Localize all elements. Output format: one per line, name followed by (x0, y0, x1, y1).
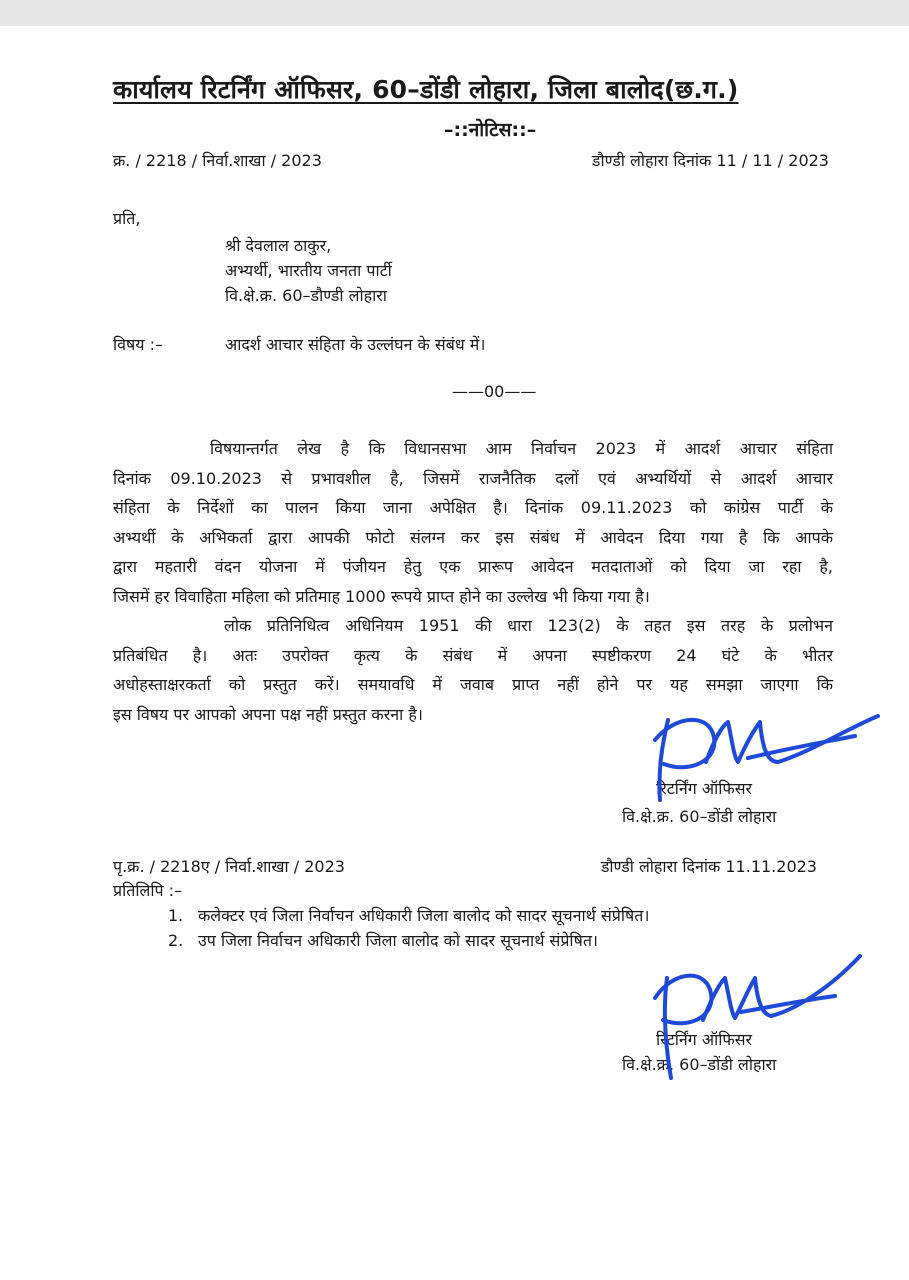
signature-ink (640, 700, 885, 810)
subject-label: विषय :– (113, 335, 164, 354)
place-date: डौण्डी लोहारा दिनांक 11 / 11 / 2023 (591, 151, 829, 170)
list-item (168, 904, 649, 926)
notice-title: –::नोटिस::– (444, 119, 537, 141)
list-item-number: 1. (168, 906, 184, 925)
body-line: लोक प्रतिनिधित्व अधिनियम 1951 की धारा 123(2) के तहत इस तरह के प्रलोभन (224, 616, 833, 635)
copy-label: प्रतिलिपि :– (113, 881, 183, 900)
officer-title: रिटर्निंग ऑफिसर (656, 779, 753, 798)
officer-constituency: वि.क्षे.क्र. 60–डोंडी लोहारा (622, 807, 777, 826)
separator: ——00—— (452, 382, 537, 401)
body-line: प्रतिबंधित है। अतः उपरोक्त कृत्य के संबंध में अपना स्पष्टीकरण 24 घंटे के भीतर (113, 646, 833, 665)
endorsement-ref: पृ.क्र. / 2218ए / निर्वा.शाखा / 2023 (113, 857, 345, 876)
list-item-text: उप जिला निर्वाचन अधिकारी जिला बालोद को सादर सूचनार्थ संप्रेषित। (198, 931, 598, 950)
body-line: इस विषय पर आपको अपना पक्ष नहीं प्रस्तुत करना है। (113, 705, 423, 724)
list-item-number: 2. (168, 931, 184, 950)
body-line: अभ्यर्थी के अभिकर्ता द्वारा आपकी फोटो संलग्न कर इस संबंध में आवेदन दिया गया है कि आपके (113, 528, 833, 547)
body-line: विषयान्तर्गत लेख है कि विधानसभा आम निर्वाचन 2023 में आदर्श आचार संहिता (210, 439, 833, 458)
subject-text: आदर्श आचार संहिता के उल्लंघन के संबंध में। (225, 335, 486, 354)
recipient-designation: अभ्यर्थी, भारतीय जनता पार्टी (225, 261, 392, 280)
body-line: दिनांक 09.10.2023 से प्रभावशील है, जिसमें राजनैतिक दलों एवं अभ्यर्थियों से आदर्श आचार (113, 469, 833, 488)
body-line: द्वारा महतारी वंदन योजना में पंजीयन हेतु एक प्रारूप आवेदन मतदाताओं को दिया जा रहा है, (113, 557, 833, 576)
office-heading: कार्यालय रिटर्निंग ऑफिसर, 60–डोंडी लोहारा, जिला बालोद(छ.ग.) (113, 75, 739, 104)
signature-ink (645, 948, 870, 1083)
recipient-name: श्री देवलाल ठाकुर, (225, 236, 332, 255)
body-line: अधोहस्ताक्षरकर्ता को प्रस्तुत करें। समयावधि में जवाब प्राप्त नहीं होने पर यह समझा जाएगा कि (113, 675, 833, 694)
list-item (168, 929, 598, 951)
officer-constituency: वि.क्षे.क्र. 60–डोंडी लोहारा (622, 1055, 777, 1074)
reference-number: क्र. / 2218 / निर्वा.शाखा / 2023 (113, 151, 322, 170)
list-item-text: कलेक्टर एवं जिला निर्वाचन अधिकारी जिला बालोद को सादर सूचनार्थ संप्रेषित। (198, 906, 650, 925)
recipient-constituency: वि.क्षे.क्र. 60–डौण्डी लोहारा (225, 286, 387, 305)
top-bar (0, 0, 909, 26)
body-line: जिसमें हर विवाहिता महिला को प्रतिमाह 1000 रूपये प्राप्त होने का उल्लेख भी किया गया है। (113, 587, 650, 606)
body-line: संहिता के निर्देशों का पालन किया जाना अपेक्षित है। दिनांक 09.11.2023 को कांग्रेस पार्टी के (113, 498, 833, 517)
endorsement-date: डौण्डी लोहारा दिनांक 11.11.2023 (600, 857, 817, 876)
prati-label: प्रति, (113, 209, 141, 228)
officer-title: रिटर्निंग ऑफिसर (656, 1030, 753, 1049)
